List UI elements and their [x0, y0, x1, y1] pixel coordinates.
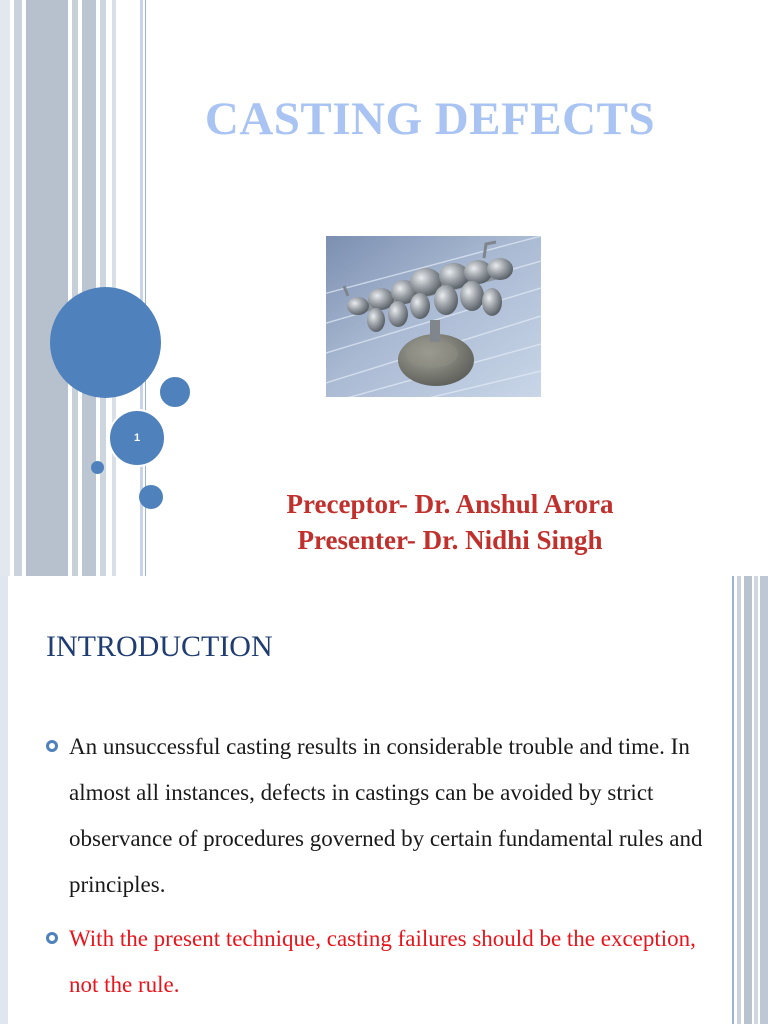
left-border-bar — [0, 576, 8, 1024]
bullet-text: With the present technique, casting failures should be the exception, not the rule. — [69, 926, 696, 997]
bullet-text: An unsuccessful casting results in considerable trouble and time. In almost all instances, defects in castings can be avoided by strict observance of procedures governed by certain fundamental rules and principles. — [69, 734, 703, 897]
decorative-circle-dot — [139, 485, 163, 509]
slide-number: 1 — [133, 432, 141, 444]
left-decorative-stripes — [0, 0, 148, 576]
preceptor-line: Preceptor- Dr. Anshul Arora — [286, 489, 614, 519]
credits — [200, 486, 700, 558]
bullet-item — [46, 724, 724, 908]
right-decorative-stripes — [732, 576, 768, 1024]
bullet-item-highlight — [46, 916, 724, 1008]
decorative-circle-tiny — [91, 461, 104, 474]
introduction-slide — [0, 576, 768, 1024]
presenter-line: Presenter- Dr. Nidhi Singh — [297, 525, 603, 555]
bullet-ring-icon — [46, 932, 58, 944]
bullet-ring-icon — [46, 740, 58, 752]
slide-title: CASTING DEFECTS — [204, 93, 656, 145]
slide-heading: INTRODUCTION — [46, 630, 273, 663]
decorative-circle-large — [50, 287, 161, 398]
cast-dental-restoration-photo — [326, 236, 541, 397]
decorative-circle-small — [158, 375, 192, 409]
